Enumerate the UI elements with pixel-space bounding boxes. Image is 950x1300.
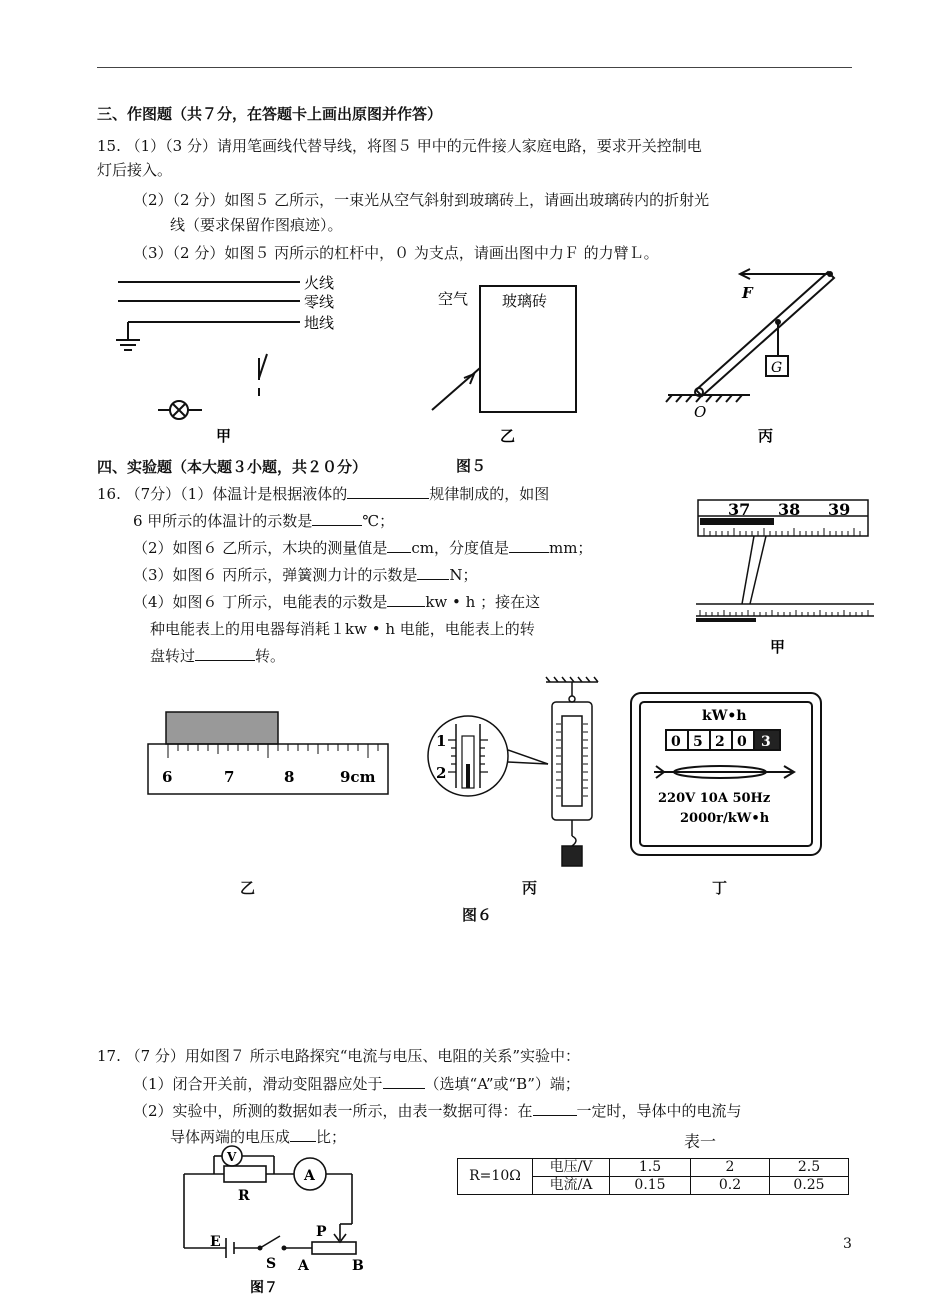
- q17-4-text-a: 导体两端的电压成: [170, 1128, 291, 1146]
- table1-voltage-label: 电压/V: [533, 1159, 610, 1177]
- q17-2-text-a: （1）闭合开关前，滑动变阻器应处于: [133, 1075, 383, 1093]
- top-rule: [97, 67, 852, 68]
- figure6-sub-jia: 甲: [770, 638, 786, 656]
- q17-3-text-b: 一定时，导体中的电流与: [576, 1102, 742, 1120]
- blank-spring-reading[interactable]: [417, 565, 449, 580]
- table1-voltage-2: 2: [691, 1159, 770, 1177]
- table1-voltage-1: 1.5: [610, 1159, 691, 1177]
- figure6-bing-spring-scale: [428, 676, 604, 876]
- spring-pointer: [466, 764, 470, 788]
- page-number: 3: [843, 1236, 852, 1252]
- figure5-caption: 图５: [456, 457, 487, 475]
- q17-4-text-b: 比；: [316, 1128, 347, 1146]
- q15-part1-line2: 灯后接入。: [97, 161, 173, 179]
- thermo-tick-39: 39: [828, 500, 851, 519]
- ammeter-a: A: [304, 1168, 315, 1184]
- meter-unit: kW•h: [702, 708, 747, 724]
- figure6-sub-yi: 乙: [240, 879, 256, 897]
- table1-current-2: 0.2: [691, 1177, 770, 1195]
- q16-part4-line2: 种电能表上的用电器每消耗１kw • h 电能，电能表上的转: [150, 620, 535, 638]
- q16-part3: [133, 565, 477, 585]
- figure6-yi-ruler: [144, 708, 394, 798]
- blank-meter-reading[interactable]: [387, 592, 425, 607]
- q16-4-text-d: 盘转过: [150, 647, 196, 665]
- blank-rheostat-end[interactable]: [383, 1074, 425, 1089]
- q16-1-text-d: ℃；: [362, 512, 395, 530]
- meter-digit-4: 0: [737, 734, 747, 750]
- figure6-caption: 图６: [462, 906, 493, 924]
- table1-r-label: R=10Ω: [458, 1159, 533, 1195]
- q15-part1-line1: 15. （1）（3 分）请用笔画线代替导线，将图５ 甲中的元件接人家庭电路，要求开关控制电: [97, 137, 702, 155]
- spring-tick-2: 2: [436, 764, 447, 782]
- table1: [457, 1158, 849, 1195]
- label-glass: 玻璃砖: [502, 292, 548, 310]
- ruler-tick-6: 6: [162, 768, 173, 786]
- section3-heading: 三、作图题（共７分，在答题卡上画出原图并作答）: [97, 105, 443, 123]
- blank-revolutions[interactable]: [195, 646, 255, 661]
- lever-force-point: [827, 271, 833, 277]
- lever-hang-point: [775, 319, 781, 325]
- blank-thermometer-reading[interactable]: [312, 511, 362, 526]
- figure5-sub-bing: 丙: [758, 427, 774, 445]
- q17-2-text-b: （选填“A”或“B”）端；: [424, 1075, 580, 1093]
- spring-tick-1: 1: [436, 732, 447, 750]
- q16-1-text-c: 6 甲所示的体温计的示数是: [133, 512, 313, 530]
- label-fire-wire: 火线: [304, 274, 335, 292]
- q15-part2-line1: （2）（2 分）如图５ 乙所示，一束光从空气斜射到玻璃砖上，请画出玻璃砖内的折射光: [133, 191, 710, 209]
- q16-2-text-b: cm，分度值是: [411, 539, 509, 557]
- figure5-sub-yi: 乙: [500, 427, 516, 445]
- battery-e: E: [210, 1234, 221, 1250]
- q17-line3: [133, 1101, 742, 1121]
- ruler-tick-7: 7: [224, 768, 235, 786]
- blank-division-value[interactable]: [509, 538, 549, 553]
- figure6-ding-energy-meter: [628, 690, 824, 860]
- section4-heading: 四、实验题（本大题３小题，共２０分）: [97, 458, 368, 476]
- meter-digit-3: 2: [715, 734, 725, 750]
- table1-voltage-3: 2.5: [770, 1159, 849, 1177]
- resistor-r: R: [238, 1188, 250, 1204]
- figure7-caption: 图７: [250, 1280, 278, 1296]
- label-ground-wire: 地线: [304, 314, 335, 332]
- q16-4-text-b: kw • h ；接在这: [425, 593, 541, 611]
- label-zero-wire: 零线: [304, 293, 335, 311]
- thermometer-small-mercury: [696, 618, 756, 622]
- ruler-tick-8: 8: [284, 768, 295, 786]
- q17-line1: 17. （7 分）用如图７ 所示电路探究“电流与电压、电阻的关系”实验中：: [97, 1047, 581, 1065]
- rheostat-end-a: A: [298, 1258, 309, 1274]
- meter-digit-2: 5: [693, 734, 703, 750]
- meter-spec-line2: 2000r/kW•h: [680, 811, 770, 826]
- label-force-f: F: [742, 284, 753, 302]
- figure5-sub-jia: 甲: [216, 427, 232, 445]
- figure5-jia-circuit: [116, 282, 300, 419]
- ruler-tick-9cm: 9cm: [340, 768, 376, 786]
- label-weight-g: G: [771, 360, 783, 376]
- figure7-circuit: [176, 1136, 362, 1300]
- thermometer-mercury: [700, 518, 774, 525]
- q15-part3: （3）（2 分）如图５ 丙所示的杠杆中，０ 为支点，请画出图中力Ｆ 的力臂Ｌ。: [133, 244, 659, 262]
- blank-block-length[interactable]: [387, 538, 411, 553]
- q16-2-text-c: mm；: [548, 539, 593, 557]
- q17-3-text-a: （2）实验中，所测的数据如表一所示，由表一数据可得：在: [133, 1102, 533, 1120]
- q16-4-text-e: 转。: [255, 647, 286, 665]
- switch-s: S: [266, 1256, 277, 1272]
- figure6-sub-ding: 丁: [712, 879, 728, 897]
- meter-digit-5: 3: [761, 734, 771, 750]
- rheostat-end-b: B: [352, 1258, 364, 1274]
- figure6-sub-bing: 丙: [522, 879, 538, 897]
- table1-current-label: 电流/A: [533, 1177, 610, 1195]
- q15-part2-line2: 线（要求保留作图痕迹）。: [170, 216, 343, 234]
- q16-3-text-a: （3）如图６ 丙所示，弹簧测力计的示数是: [133, 566, 418, 584]
- q16-1-text-a: 16. （7分）（1）体温计是根据液体的: [97, 485, 348, 503]
- table-row: [458, 1159, 849, 1177]
- q17-line2: [133, 1074, 580, 1094]
- label-air: 空气: [438, 290, 469, 308]
- switch-contact-b: [282, 1246, 287, 1251]
- slider-p: P: [316, 1224, 327, 1240]
- voltmeter-v: V: [227, 1150, 237, 1164]
- switch-contact-a: [258, 1246, 263, 1251]
- q16-3-text-b: N；: [449, 566, 478, 584]
- q16-part4-line1: [133, 592, 540, 612]
- q16-2-text-a: （2）如图６ 乙所示，木块的测量值是: [133, 539, 388, 557]
- thermo-tick-37: 37: [728, 500, 751, 519]
- thermo-tick-38: 38: [778, 500, 801, 519]
- q16-part4-line3: [150, 646, 285, 666]
- wooden-block: [166, 712, 278, 744]
- meter-spec-line1: 220V 10A 50Hz: [658, 791, 771, 806]
- meter-digit-1: 0: [671, 734, 681, 750]
- figure-5: [110, 270, 850, 450]
- figure6-jia-thermometer: [694, 492, 876, 662]
- blank-constant-quantity[interactable]: [533, 1101, 577, 1116]
- q16-1-text-b: 规律制成的，如图: [429, 485, 550, 503]
- label-pivot-o: O: [694, 403, 707, 421]
- q16-4-text-a: （4）如图６ 丁所示，电能表的示数是: [133, 593, 388, 611]
- q16-part2: [133, 538, 592, 558]
- q16-part1-line2: [133, 511, 394, 531]
- table1-current-3: 0.25: [770, 1177, 849, 1195]
- blank-liquid-rule[interactable]: [347, 484, 429, 499]
- q16-part1-line1: [97, 484, 549, 504]
- table1-title: 表一: [684, 1132, 717, 1151]
- table1-current-1: 0.15: [610, 1177, 691, 1195]
